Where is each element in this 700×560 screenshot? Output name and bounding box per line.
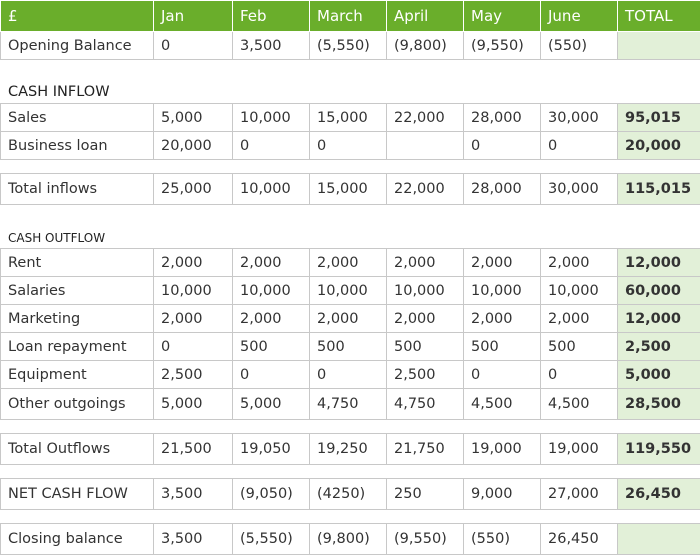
- month-header: June: [541, 1, 618, 32]
- spacer: [1, 420, 700, 434]
- total-cell: 12,000: [618, 249, 700, 277]
- cell: 2,000: [233, 305, 310, 333]
- row-label: Total Outflows: [1, 434, 154, 465]
- currency-header: £: [1, 1, 154, 32]
- cell: (5,550): [233, 524, 310, 555]
- row-label: Equipment: [1, 361, 154, 389]
- cell: (9,550): [387, 524, 464, 555]
- cell: 10,000: [233, 104, 310, 132]
- cell: 19,050: [233, 434, 310, 465]
- cell: 0: [310, 361, 387, 389]
- cell: 0: [541, 361, 618, 389]
- total-cell: 60,000: [618, 277, 700, 305]
- section-heading-row: [1, 205, 700, 249]
- cell: 2,000: [541, 305, 618, 333]
- cell: 500: [464, 333, 541, 361]
- cell: 3,500: [154, 479, 233, 510]
- cell: 25,000: [154, 174, 233, 205]
- cell: 4,750: [387, 389, 464, 420]
- spacer: [1, 160, 700, 174]
- cell: 10,000: [154, 277, 233, 305]
- cell: 10,000: [233, 174, 310, 205]
- cell: 22,000: [387, 104, 464, 132]
- cell: (9,800): [387, 32, 464, 60]
- total-cell: [618, 32, 700, 60]
- row-label: NET CASH FLOW: [1, 479, 154, 510]
- cell: (550): [464, 524, 541, 555]
- cell: (5,550): [310, 32, 387, 60]
- cell: 3,500: [154, 524, 233, 555]
- cash-outflow-heading: CASH OUTFLOW: [1, 205, 700, 249]
- cell: 3,500: [233, 32, 310, 60]
- row-label: Total inflows: [1, 174, 154, 205]
- marketing-row: [1, 305, 700, 333]
- cell: 250: [387, 479, 464, 510]
- cell: 0: [541, 132, 618, 160]
- cell: (550): [541, 32, 618, 60]
- cell: 2,500: [154, 361, 233, 389]
- spacer-row: [1, 160, 700, 174]
- month-header: March: [310, 1, 387, 32]
- total-header: TOTAL: [618, 1, 700, 32]
- cell: 2,000: [154, 305, 233, 333]
- cell: 0: [464, 361, 541, 389]
- cell: 500: [387, 333, 464, 361]
- cash-inflow-heading: CASH INFLOW: [1, 60, 700, 104]
- business-loan-row: [1, 132, 700, 160]
- cell: 10,000: [310, 277, 387, 305]
- total-cell: 119,550: [618, 434, 700, 465]
- row-label: Loan repayment: [1, 333, 154, 361]
- row-label: Salaries: [1, 277, 154, 305]
- row-label: Closing balance: [1, 524, 154, 555]
- cell: (9,800): [310, 524, 387, 555]
- cell: 19,250: [310, 434, 387, 465]
- equipment-row: [1, 361, 700, 389]
- cell: 28,000: [464, 174, 541, 205]
- spacer: [1, 510, 700, 524]
- total-cell: 26,450: [618, 479, 700, 510]
- month-header: Feb: [233, 1, 310, 32]
- cell: 500: [310, 333, 387, 361]
- cell: 2,000: [464, 249, 541, 277]
- cell: 0: [154, 333, 233, 361]
- total-cell: 20,000: [618, 132, 700, 160]
- cell: 2,000: [387, 305, 464, 333]
- cell: 15,000: [310, 104, 387, 132]
- total-cell: 2,500: [618, 333, 700, 361]
- cell: 4,750: [310, 389, 387, 420]
- other-outgoings-row: [1, 389, 700, 420]
- sales-row: [1, 104, 700, 132]
- net-cash-flow-row: [1, 479, 700, 510]
- cell: 19,000: [541, 434, 618, 465]
- cell: 2,000: [387, 249, 464, 277]
- loan-repayment-row: [1, 333, 700, 361]
- cell: 21,500: [154, 434, 233, 465]
- spacer-row: [1, 510, 700, 524]
- row-label: Rent: [1, 249, 154, 277]
- cell: [387, 132, 464, 160]
- cell: 0: [233, 361, 310, 389]
- cell: 5,000: [154, 104, 233, 132]
- cell: 0: [464, 132, 541, 160]
- rent-row: [1, 249, 700, 277]
- cell: 22,000: [387, 174, 464, 205]
- cell: 15,000: [310, 174, 387, 205]
- opening-balance-row: [1, 32, 700, 60]
- cell: 2,000: [464, 305, 541, 333]
- cell: 10,000: [387, 277, 464, 305]
- cell: 0: [310, 132, 387, 160]
- row-label: Sales: [1, 104, 154, 132]
- cell: 9,000: [464, 479, 541, 510]
- cell: 10,000: [541, 277, 618, 305]
- salaries-row: [1, 277, 700, 305]
- cell: 10,000: [464, 277, 541, 305]
- cell: 2,000: [233, 249, 310, 277]
- cell: 30,000: [541, 104, 618, 132]
- row-label: Business loan: [1, 132, 154, 160]
- cell: 500: [233, 333, 310, 361]
- cell: 28,000: [464, 104, 541, 132]
- cell: 0: [154, 32, 233, 60]
- total-cell: [618, 524, 700, 555]
- cell: 2,000: [154, 249, 233, 277]
- row-label: Other outgoings: [1, 389, 154, 420]
- total-cell: 12,000: [618, 305, 700, 333]
- cell: 27,000: [541, 479, 618, 510]
- cell: 4,500: [541, 389, 618, 420]
- cell: 2,000: [541, 249, 618, 277]
- spacer-row: [1, 420, 700, 434]
- total-cell: 115,015: [618, 174, 700, 205]
- spacer: [1, 465, 700, 479]
- total-outflows-row: [1, 434, 700, 465]
- cell: 2,000: [310, 249, 387, 277]
- cell: 10,000: [233, 277, 310, 305]
- section-heading-row: [1, 60, 700, 104]
- total-cell: 5,000: [618, 361, 700, 389]
- cell: 0: [233, 132, 310, 160]
- cell: 2,000: [310, 305, 387, 333]
- closing-balance-row: [1, 524, 700, 555]
- cell: (9,050): [233, 479, 310, 510]
- total-cell: 28,500: [618, 389, 700, 420]
- month-header: Jan: [154, 1, 233, 32]
- cell: 20,000: [154, 132, 233, 160]
- spacer-row: [1, 465, 700, 479]
- total-inflows-row: [1, 174, 700, 205]
- cell: 5,000: [233, 389, 310, 420]
- total-cell: 95,015: [618, 104, 700, 132]
- header-row: [1, 1, 700, 32]
- cell: 4,500: [464, 389, 541, 420]
- cell: 500: [541, 333, 618, 361]
- cell: 5,000: [154, 389, 233, 420]
- cell: 26,450: [541, 524, 618, 555]
- cell: 19,000: [464, 434, 541, 465]
- row-label: Marketing: [1, 305, 154, 333]
- cell: 30,000: [541, 174, 618, 205]
- cell: (4250): [310, 479, 387, 510]
- row-label: Opening Balance: [1, 32, 154, 60]
- month-header: May: [464, 1, 541, 32]
- cell: 2,500: [387, 361, 464, 389]
- cell: 21,750: [387, 434, 464, 465]
- month-header: April: [387, 1, 464, 32]
- cell: (9,550): [464, 32, 541, 60]
